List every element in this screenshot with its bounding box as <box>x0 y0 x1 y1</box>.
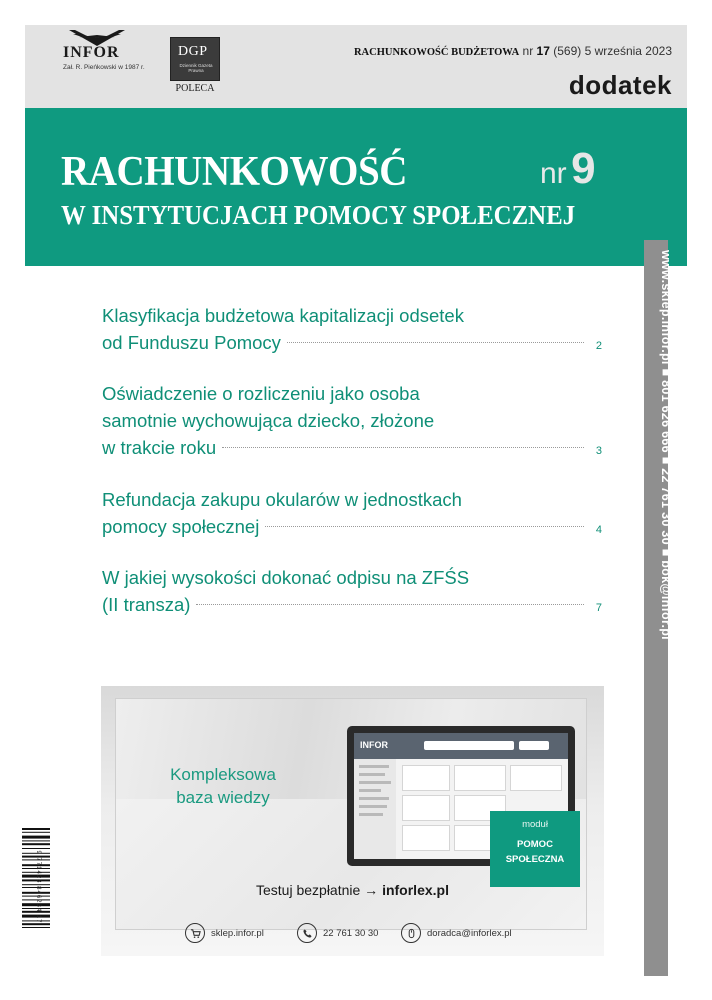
screen-logo: INFOR <box>360 740 388 750</box>
module-badge <box>490 811 580 887</box>
screen-header <box>354 733 568 759</box>
mouse-icon <box>401 923 421 943</box>
issue-prefix: nr <box>522 44 534 58</box>
ad-tagline <box>143 763 303 809</box>
issue-line <box>354 44 672 58</box>
toc-leader-dots <box>287 342 584 343</box>
barcode <box>22 826 62 952</box>
dgp-logo <box>170 37 220 99</box>
toc-item[interactable] <box>102 486 602 540</box>
toc-page-number: 4 <box>595 524 602 536</box>
ad-cta-link[interactable]: inforlex.pl <box>382 882 449 898</box>
inforlex-advertisement[interactable] <box>101 686 604 956</box>
ad-contacts <box>101 922 604 944</box>
screen-line <box>359 805 387 808</box>
ad-cta-text: Testuj bezpłatnie → <box>256 882 379 898</box>
toc-item-title: W jakiej wysokości dokonać odpisu na ZFŚS <box>102 567 470 588</box>
toc-leader-dots <box>196 604 584 605</box>
toc-page-number: 3 <box>595 445 602 457</box>
supplement-label: dodatek <box>568 70 672 100</box>
module-name-line: SPOŁECZNA <box>505 854 565 865</box>
barcode-number: 9 771428 846234 17 <box>35 850 41 924</box>
toc-item-last-line <box>102 513 602 540</box>
toc-item[interactable] <box>102 302 602 356</box>
ad-tagline-line: Kompleksowa <box>170 765 276 784</box>
side-contact-strip <box>644 240 673 976</box>
screen-card <box>402 825 450 851</box>
ad-contact-text: 22 761 30 30 <box>323 927 379 939</box>
toc-item-last-line <box>102 434 602 461</box>
ad-contact-text: sklep.infor.pl <box>211 927 264 939</box>
issue-total: (569) <box>553 44 582 58</box>
toc-item-title: pomocy społecznej <box>102 516 260 537</box>
toc-item-title: Refundacja zakupu okularów w jednostkach <box>102 489 462 510</box>
toc-item-title: samotnie wychowująca dziecko, złożone <box>102 410 435 431</box>
cart-icon <box>185 923 205 943</box>
dgp-logo-text: DGP <box>178 44 208 59</box>
module-name-line: POMOC <box>517 839 553 850</box>
infor-logo <box>35 20 155 95</box>
dgp-logo-subtitle: Dziennik Gazeta Prawna <box>179 63 213 73</box>
ad-tagline-line: baza wiedzy <box>176 788 270 807</box>
screen-search-bar <box>424 741 514 750</box>
toc-item[interactable] <box>102 380 602 461</box>
title-number-label: nr <box>540 157 567 190</box>
screen-card <box>454 765 506 791</box>
ad-contact-email[interactable] <box>401 922 512 944</box>
ad-call-to-action[interactable] <box>101 882 604 898</box>
toc-item-title: (II transza) <box>102 594 191 615</box>
screen-card <box>510 765 562 791</box>
title-main: RACHUNKOWOŚĆ <box>61 149 407 195</box>
publication-name: RACHUNKOWOŚĆ BUDŻETOWA <box>353 47 520 58</box>
ad-contact-text: doradca@inforlex.pl <box>427 927 512 939</box>
dgp-recommends: POLECA <box>175 83 215 94</box>
toc-item-title: w trakcie roku <box>102 437 217 458</box>
toc-item[interactable] <box>102 564 602 618</box>
infor-founder-text: Zał. R. Pieńkowski w 1987 r. <box>63 64 145 71</box>
screen-card <box>402 795 450 821</box>
title-subtitle: W INSTYTUCJACH POMOCY SPOŁECZNEJ <box>61 200 576 230</box>
toc-page-number: 2 <box>595 340 602 352</box>
toc-item-title: Klasyfikacja budżetowa kapitalizacji odsetek <box>102 305 464 326</box>
dgp-logo-box <box>170 37 220 81</box>
toc-item-last-line <box>102 591 602 618</box>
toc-item-last-line <box>102 329 602 356</box>
toc-leader-dots <box>222 447 584 448</box>
toc-item-title: od Funduszu Pomocy <box>102 332 281 353</box>
toc-leader-dots <box>265 526 584 527</box>
ad-contact-phone[interactable] <box>297 922 378 944</box>
issue-number: 17 <box>536 44 550 58</box>
title-number <box>540 144 596 194</box>
screen-line <box>359 773 385 776</box>
screen-search-button <box>519 741 549 750</box>
toc-item-title: Oświadczenie o rozliczeniu jako osoba <box>102 383 420 404</box>
title-band <box>25 108 687 266</box>
toc-page-number: 7 <box>595 602 602 614</box>
title-number-value: 9 <box>571 144 596 193</box>
screen-line <box>359 789 381 792</box>
screen-line <box>359 813 383 816</box>
screen-line <box>359 781 391 784</box>
phone-icon <box>297 923 317 943</box>
screen-card <box>402 765 450 791</box>
infor-logo-text: INFOR <box>63 44 120 61</box>
screen-line <box>359 765 389 768</box>
side-contact-text: www.sklep.infor.pl ■ 801 626 666 ■ 22 761 30 30 ■ bok@infor.pl <box>659 250 673 640</box>
barcode-bars <box>22 826 62 952</box>
screen-line <box>359 797 389 800</box>
issue-date: 5 września 2023 <box>584 44 672 58</box>
module-name <box>490 837 580 867</box>
module-label: moduł <box>522 819 548 830</box>
ad-contact-shop[interactable] <box>185 922 264 944</box>
